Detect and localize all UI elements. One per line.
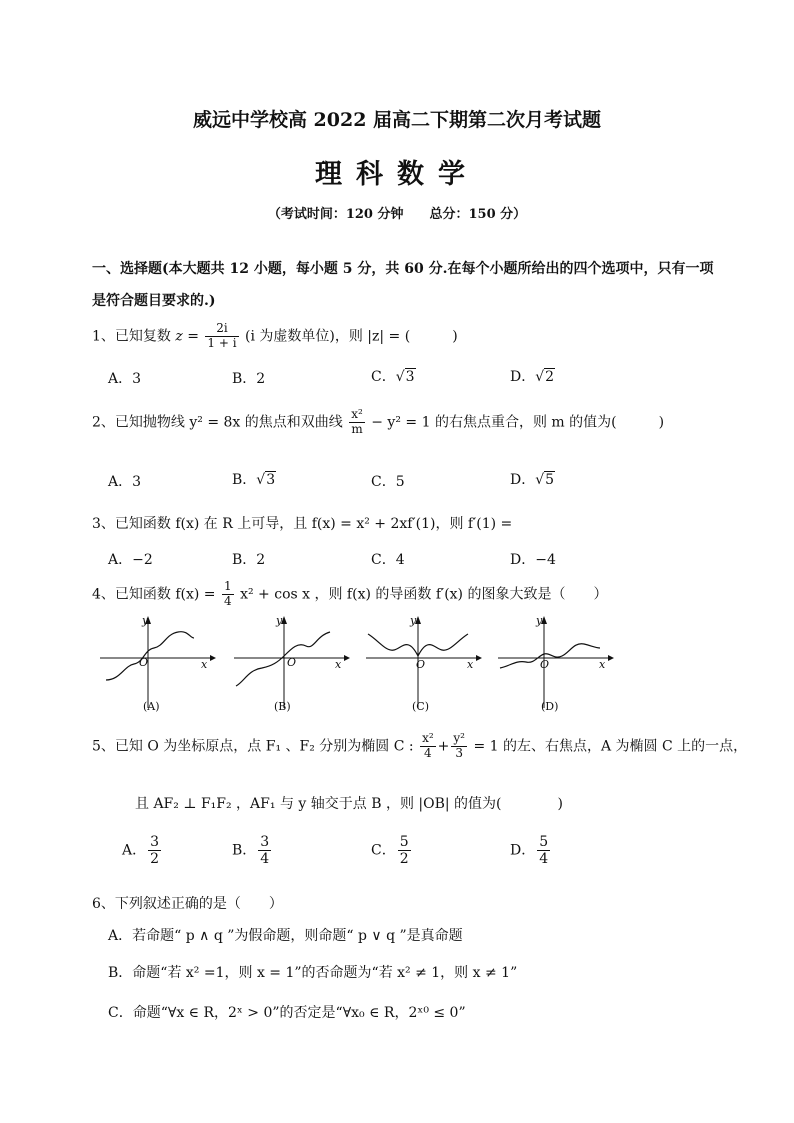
sqrt-icon: √5 [535,472,555,488]
graph-b-label: (B) [274,700,291,713]
q1-var: z = [175,328,199,345]
question-5: 5、已知 O 为坐标原点，点 F₁ 、F₂ 分别为椭圆 C : $\frac{\text{x²}}{4}$ + $\frac{\text{y²}}{3}$ = 1 的左、右焦点，A 为椭圆 C 上的一点， [92,731,748,760]
exam-subject: 理科数学 [315,159,479,190]
q2-fraction: $\frac{\text{x²}}{m}$ [351,407,363,436]
q5-option-c: C． $\frac{5}{2}$ [371,834,409,868]
q2-prefix: 2、已知抛物线 y² = 8x 的焦点和双曲线 [92,414,343,431]
q6-option-c: C．命题“∀x ∈ R，2ˣ > 0”的否定是“∀x₀ ∈ R，2ˣ⁰ ≤ 0” [108,1005,466,1021]
q3-option-c: C．4 [371,552,405,568]
q1-option-d: D．√2 [510,369,555,385]
q1-numerator: 2i [205,322,238,337]
q1-prefix: 1、已知复数 [92,328,171,345]
question-1 [92,322,458,351]
q5-option-b: B． $\frac{3}{4}$ [232,834,270,868]
graph-a: y x O [98,612,216,712]
q1-option-a: A．3 [108,371,142,387]
section-heading-line2: 是符合题目要求的.) [92,293,216,309]
graph-d-label: (D) [541,700,559,713]
q2-suffix: − y² = 1 的右焦点重合，则 m 的值为( ) [371,414,665,431]
graph-a-label: (A) [143,700,160,713]
q1-denominator: 1 + i [207,335,237,350]
sqrt-icon: √2 [535,369,555,385]
sqrt-icon: √3 [256,472,276,488]
graph-c: y x O [364,612,482,712]
sqrt-icon: √3 [395,369,415,385]
q4-fraction: $\frac{1}{4}$ [224,579,232,608]
q5-option-a: A． $\frac{3}{2}$ [122,834,160,868]
question-3: 3、已知函数 f(x) 在 R 上可导，且 f(x) = x² + 2xf′(1)，则 f′(1) = [92,516,513,532]
q1-option-c: C．√3 [371,369,415,385]
q3-option-d: D．−4 [510,552,556,568]
graph-d: y x O [496,612,614,712]
exam-title: 威远中学校高 2022 届高二下期第二次月考试题 [192,109,602,131]
q1-option-b: B．2 [232,371,266,387]
q1-fraction [205,322,238,351]
question-4: 4、已知函数 f(x) = $\frac{1}{4}$ x² + cos x ，则 f(x) 的导函数 f′(x) 的图象大致是（ ） [92,579,608,608]
graph-a-svg [98,612,216,712]
q6-option-a: A．若命题“ p ∧ q ”为假命题，则命题“ p ∨ q ”是真命题 [108,928,463,944]
graph-b: y x O [232,612,350,712]
graph-c-label: (C) [412,700,429,713]
q3-option-a: A．−2 [108,552,153,568]
question-2 [92,408,664,437]
q5-option-d: D． $\frac{5}{4}$ [510,834,549,868]
q2-option-b: B．√3 [232,472,276,488]
question-5-line2: 且 AF₂ ⊥ F₁F₂ ，AF₁ 与 y 轴交于点 B ，则 |OB| 的值为( ) [135,796,563,812]
question-6: 6、下列叙述正确的是（ ） [92,896,283,912]
section-heading-line1: 一、选择题(本大题共 12 小题，每小题 5 分，共 60 分.在每个小题所给出的四个选项中，只有一项 [92,261,714,277]
graph-d-svg [496,612,614,712]
q1-suffix: (i 为虚数单位)，则 |z| = ( ) [245,328,458,345]
q6-option-b: B．命题“若 x² =1，则 x = 1”的否命题为“若 x² ≠ 1，则 x ≠ 1” [108,965,518,981]
q5-fraction-x: $\frac{\text{x²}}{4}$ [422,731,434,760]
q5-fraction-y: $\frac{\text{y²}}{3}$ [453,731,465,760]
q2-option-a: A．3 [108,474,142,490]
exam-meta: （考试时间：120 分钟 总分：150 分） [267,207,527,222]
q3-option-b: B．2 [232,552,266,568]
q2-option-d: D．√5 [510,472,555,488]
q2-option-c: C．5 [371,474,405,490]
